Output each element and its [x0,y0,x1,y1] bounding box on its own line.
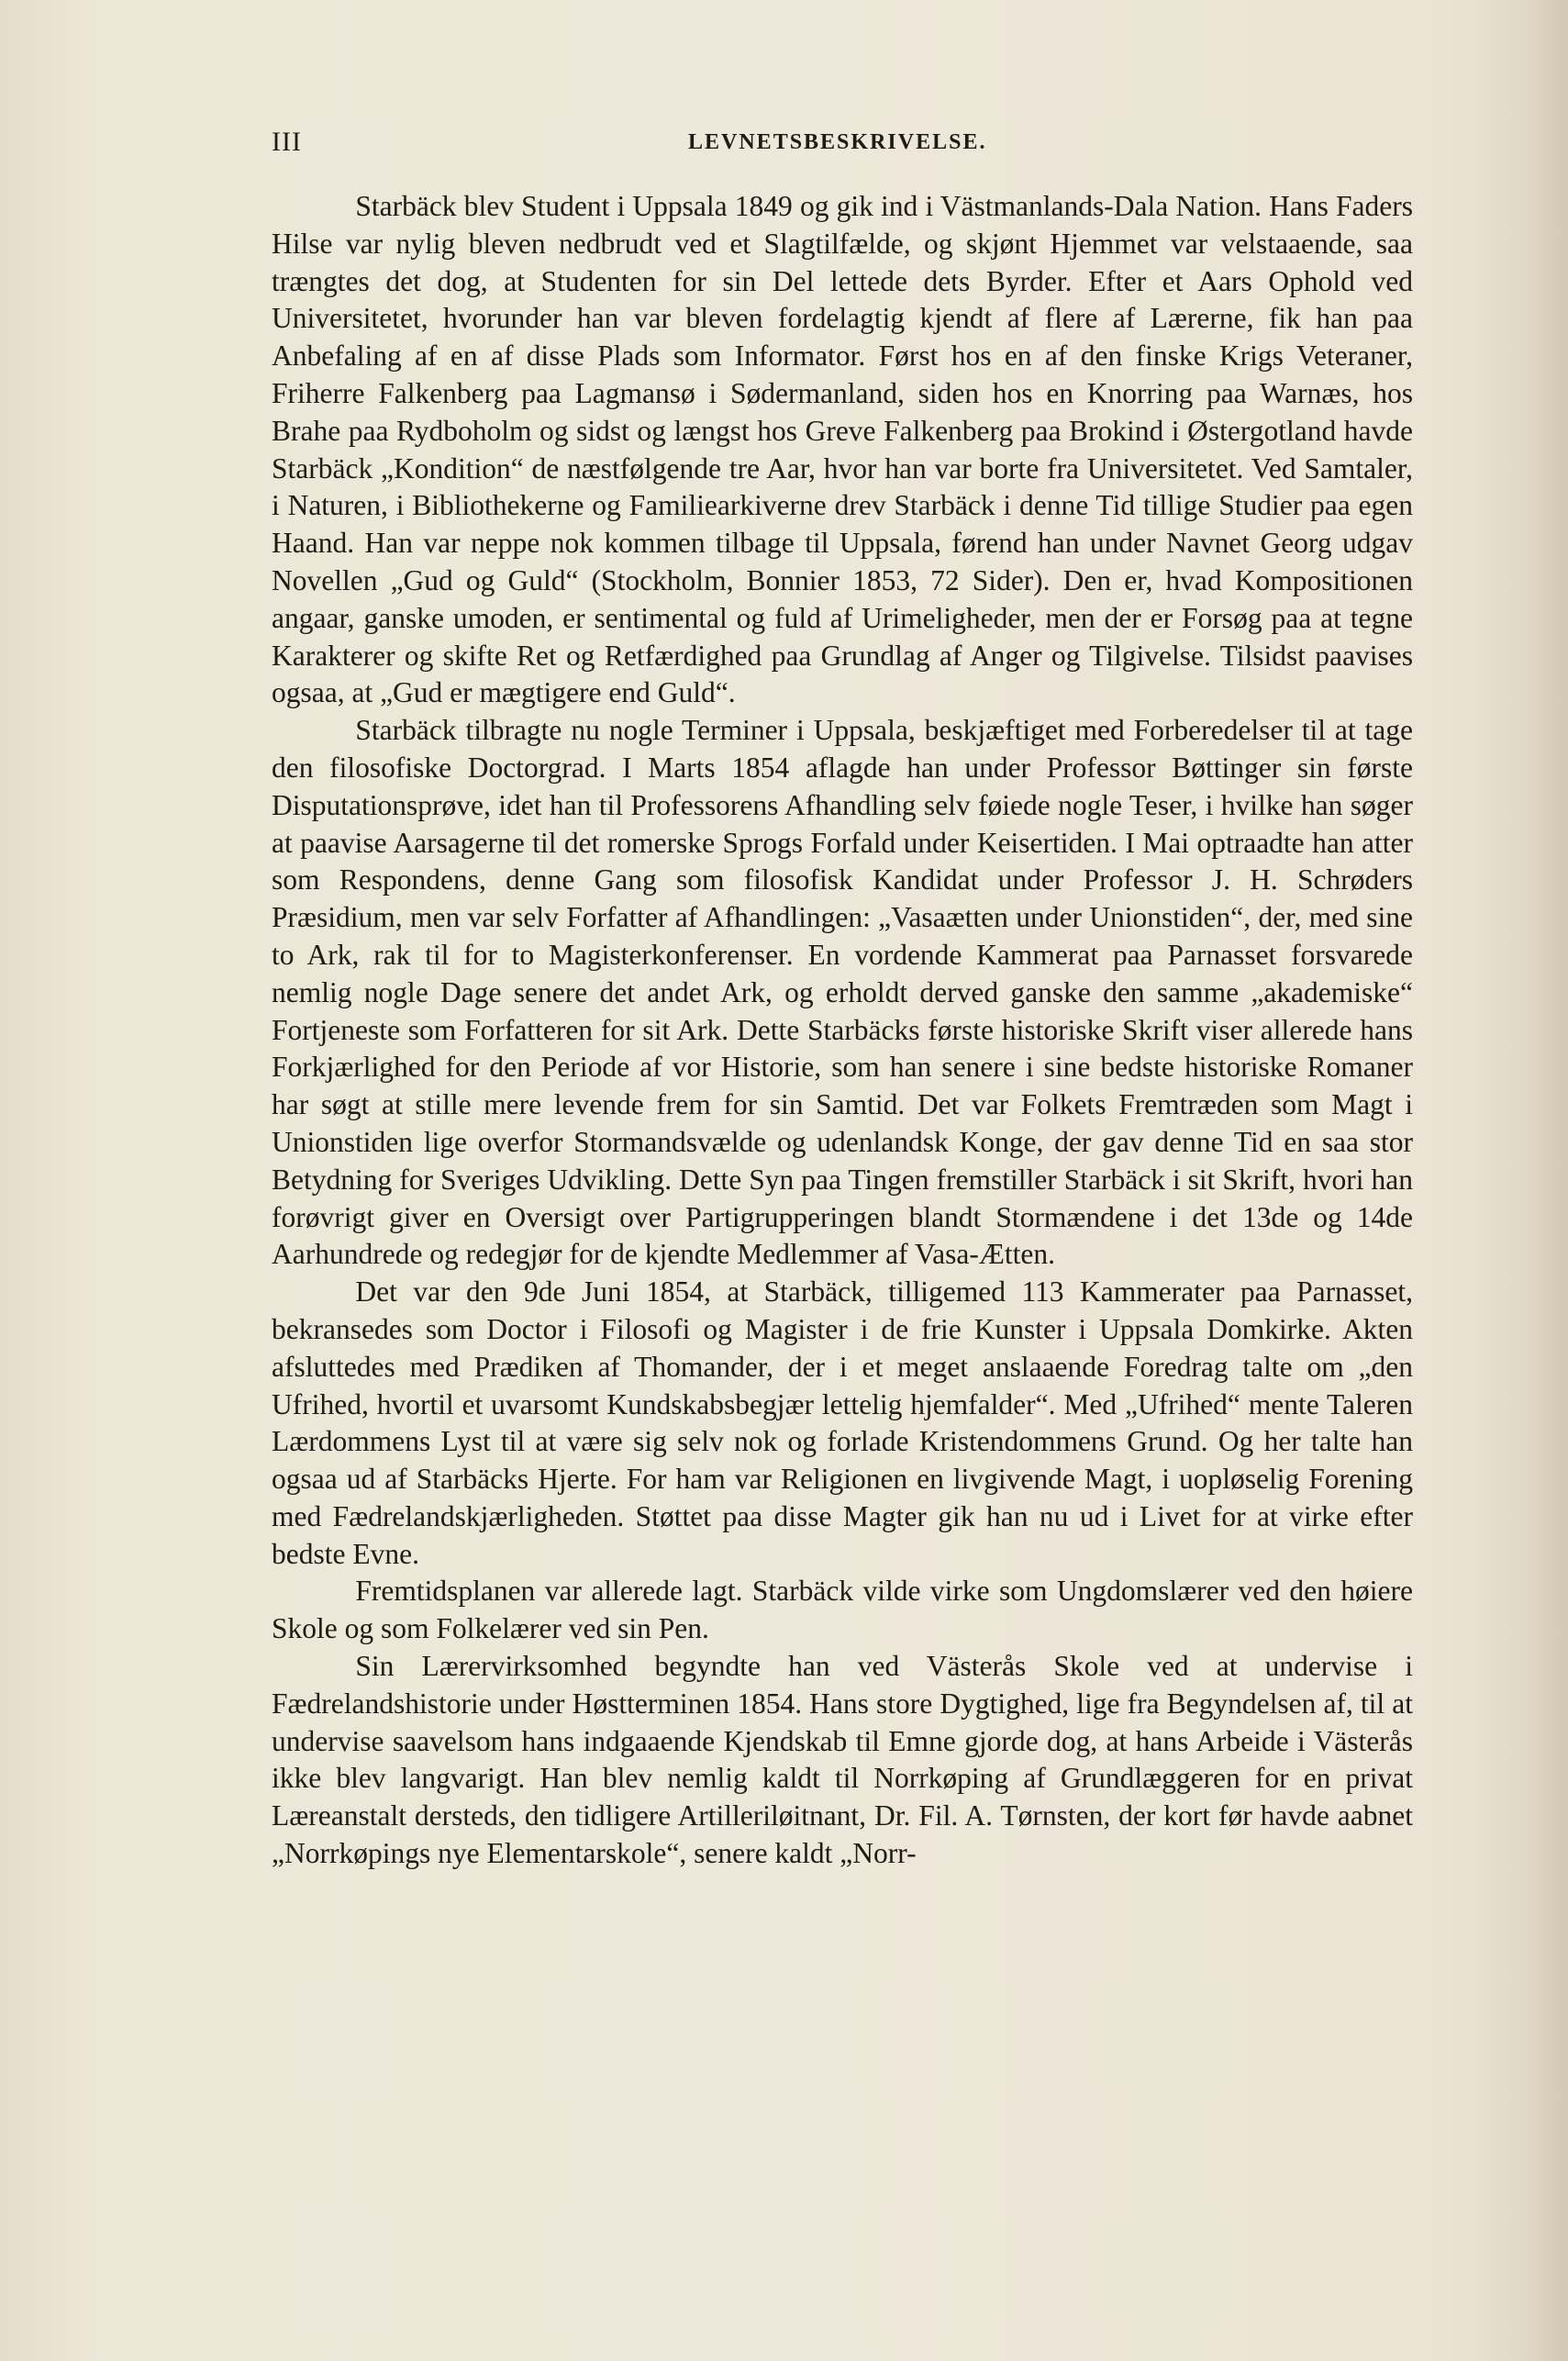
paragraph-teaching: Sin Lærervirksomhed begyndte han ved Västerås Skole ved at undervise i Fædrelandshistorie under Høstterminen 1854. Hans store Dygtighed, lige fra Begyndelsen af, til at undervise saavelsom hans indgaaende Kjendskab til Emne gjorde dog, at hans Arbeide i Västerås ikke blev langvarigt. Han blev nemlig kaldt til Norrkøping af Grundlæggeren for en privat Læreanstalt dersteds, den tidligere Artilleriløitnant, Dr. Fil. A. Tørnsten, der kort før havde aabnet „Norrkøpings nye Elementarskole“, senere kaldt „Norr- [272,1650,1413,1870]
paragraph-doctorate-preparation: Starbäck tilbragte nu nogle Terminer i Uppsala, beskjæftiget med Forberedelser til at tage den filosofiske Doctorgrad. I Marts 1854 aflagde han under Professor Bøttinger sin første Disputationsprøve, idet han til Professorens Afhandling selv føiede nogle Teser, i hvilke han søger at paavise Aarsagerne til det romerske Sprogs Forfald under Keisertiden. I Mai optraadte han atter som Respondens, denne Gang som filosofisk Kandidat under Professor J. H. Schrøders Præsidium, men var selv Forfatter af Afhandlingen: „Vasaætten under Unionstiden“, der, med sine to Ark, rak til for to Magisterkonferenser. En vordende Kammerat paa Parnasset forsvarede nemlig nogle Dage senere det andet Ark, og erholdt derved ganske den samme „akademiske“ Fortjeneste som Forfatteren for sit Ark. Dette Starbäcks første historiske Skrift viser allerede hans Forkjærlighed for den Periode af vor Historie, som han senere i sine bedste historiske Romaner har søgt at stille mere levende frem for sin Samtid. Det var Folkets Fremtræden som Magt i Unionstiden lige overfor Stormandsvælde og udenlandsk Konge, der gav denne Tid en saa stor Betydning for Sveriges Udvikling. Dette Syn paa Tingen fremstiller Starbäck i sit Skrift, hvori han forøvrigt giver en Oversigt over Partigrupperingen blandt Stormændene i det 13de og 14de Aarhundrede og redegjør for de kjendte Medlemmer af Vasa-Ætten. [272,714,1413,1271]
paragraph-future-plan: Fremtidsplanen var allerede lagt. Starbäck vilde virke som Ungdomslærer ved den høiere Skole og som Folkelærer ved sin Pen. [272,1575,1413,1645]
paragraph-student-years: Starbäck blev Student i Uppsala 1849 og gik ind i Västmanlands-Dala Nation. Hans Faders Hilse var nylig bleven nedbrudt ved et Slagtilfælde, og skjønt Hjemmet var velstaaende, saa trængtes det dog, at Studenten for sin Del lettede dets Byrder. Efter et Aars Ophold ved Universitetet, hvorunder han var bleven fordelagtig kjendt af flere af Lærerne, fik han paa Anbefaling af en af disse Plads som Informator. Først hos en af den finske Krigs Veteraner, Friherre Falkenberg paa Lagmansø i Sødermanland, siden hos en Knorring paa Warnæs, hos Brahe paa Rydboholm og sidst og længst hos Greve Falkenberg paa Brokind i Østergotland havde Starbäck „Kondition“ de næstfølgende tre Aar, hvor han var borte fra Universitetet. Ved Samtaler, i Naturen, i Bibliothekerne og Familiearkiverne drev Starbäck i denne Tid tillige Studier paa egen Haand. Han var neppe nok kommen tilbage til Uppsala, førend han under Navnet Georg udgav Novellen „Gud og Guld“ (Stockholm, Bonnier 1853, 72 Sider). Den er, hvad Kompositionen angaar, ganske umoden, er sentimental og fuld af Urimeligheder, men der er Forsøg paa at tegne Karakterer og skifte Ret og Retfærdighed paa Grundlag af Anger og Tilgivelse. Tilsidst paavises ogsaa, at „Gud er mægtigere end Guld“. [272,190,1413,709]
page-number: III [272,127,302,157]
running-head [272,127,1409,163]
paragraph-promotion: Det var den 9de Juni 1854, at Starbäck, tilligemed 113 Kammerater paa Parnasset, bekransedes som Doctor i Filosofi og Magister i de frie Kunster i Uppsala Domkirke. Akten afsluttedes med Prædiken af Thomander, der i et meget anslaaende Foredrag talte om „den Ufrihed, hvortil et uvarsomt Kundskabsbegjær lettelig hjemfalder“. Med „Ufrihed“ mente Taleren Lærdommens Lyst til at være sig selv nok og forlade Kristendommens Grund. Og her talte han ogsaa ud af Starbäcks Hjerte. For ham var Religionen en livgivende Magt, i uopløselig Forening med Fædrelandskjærligheden. Støttet paa disse Magter gik han nu ud i Livet for at virke efter bedste Evne. [272,1275,1413,1570]
body-text [272,188,1413,1873]
running-title: LEVNETSBESKRIVELSE. [688,130,987,154]
page-fold-shadow [1421,0,1568,2361]
